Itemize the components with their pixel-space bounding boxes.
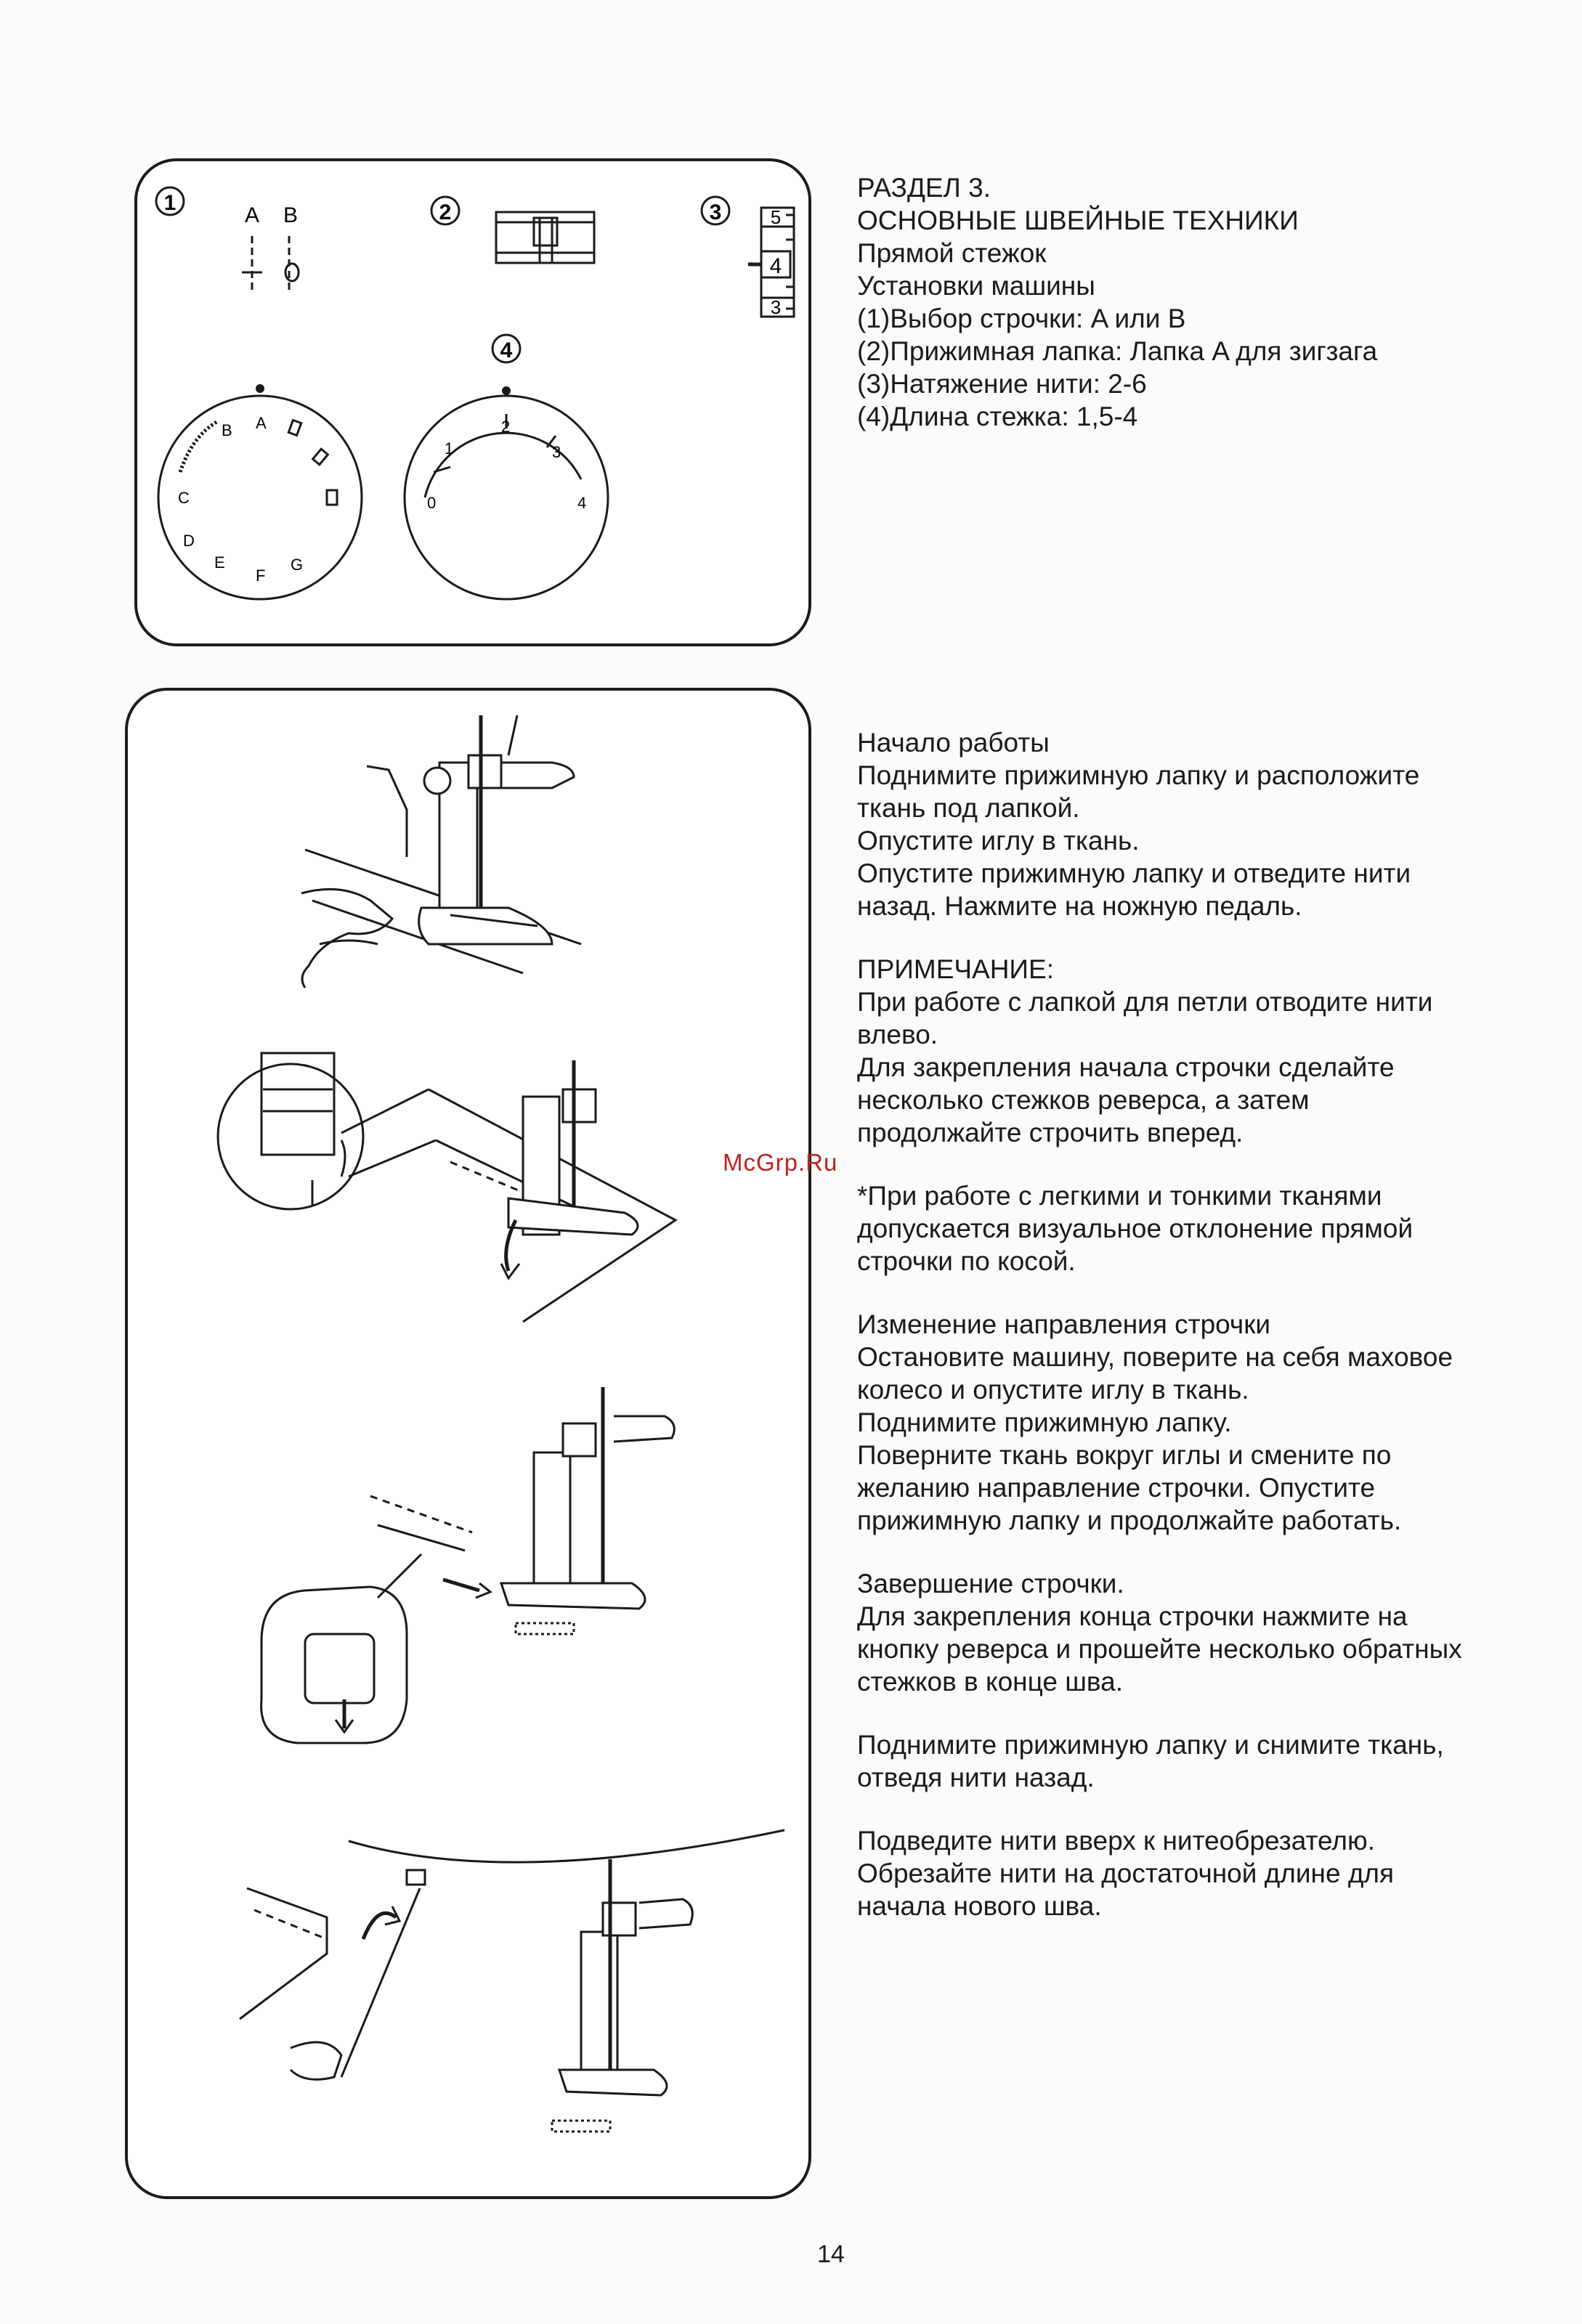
light-fabric-line: строчки по косой. (857, 1246, 1076, 1276)
note-line: продолжайте строчить вперед. (857, 1118, 1244, 1147)
stitch-a-label: A (244, 203, 260, 227)
direction-line: колесо и опустите иглу в ткань. (857, 1375, 1249, 1405)
dial1-letter-a: A (256, 414, 267, 432)
finish-line: стежков в конце шва. (857, 1667, 1124, 1697)
setting-item: (3)Натяжение нити: 2-6 (857, 369, 1147, 399)
start-line: Опустите прижимную лапку и отведите нити (857, 858, 1411, 888)
stitch-b-label: B (283, 203, 299, 227)
page-number: 14 (817, 2240, 845, 2268)
start-line: Опустите иглу в ткань. (857, 826, 1140, 856)
setting-item: (4)Длина стежка: 1,5-4 (857, 402, 1138, 431)
setting-item: (2)Прижимная лапка: Лапка A для зигзага (857, 336, 1378, 366)
start-line: назад. Нажмите на ножную педаль. (857, 891, 1302, 921)
settings-heading: Установки машины (857, 271, 1095, 301)
start-line: Поднимите прижимную лапку и расположите (857, 760, 1420, 790)
instructions-text (857, 726, 1525, 1922)
note-line: Для закрепления начала строчки сделайте (857, 1052, 1395, 1082)
figure-label-3: 3 (709, 200, 722, 224)
remove-line: отведя нити назад. (857, 1763, 1095, 1792)
dial2-number-0: 0 (427, 494, 437, 512)
direction-line: желанию направление строчки. Опустите (857, 1473, 1376, 1503)
dial2-number-4: 4 (577, 494, 587, 512)
finish-heading: Завершение строчки. (857, 1569, 1124, 1598)
start-line: ткань под лапкой. (857, 793, 1080, 823)
direction-line: Остановите машину, поверите на себя маховое (857, 1342, 1453, 1372)
dial1-letter-g: G (291, 556, 304, 574)
cut-line: Обрезайте нити на достаточной длине для (857, 1858, 1395, 1888)
dial1-letter-f: F (256, 566, 266, 585)
tension-5: 5 (770, 206, 782, 228)
dial1-letter-e: E (214, 553, 225, 572)
figure-label-1: 1 (163, 191, 177, 215)
dial2-number-2: 2 (501, 418, 511, 436)
watermark: McGrp.Ru (723, 1149, 838, 1176)
section-subtitle: Прямой стежок (857, 238, 1047, 268)
note-line: несколько стежков реверса, а затем (857, 1085, 1310, 1115)
section-label: РАЗДЕЛ 3. (857, 173, 991, 203)
direction-line: прижимную лапку и продолжайте работать. (857, 1506, 1402, 1535)
illustration-start-sewing (301, 715, 581, 988)
figure-label-2: 2 (439, 200, 452, 224)
dial2-number-3: 3 (552, 443, 561, 461)
setting-item: (1)Выбор строчки: A или B (857, 304, 1186, 333)
direction-line: Поднимите прижимную лапку. (857, 1407, 1232, 1437)
finish-line: кнопку реверса и прошейте несколько обратных (857, 1634, 1462, 1664)
note-line: При работе с лапкой для петли отводите нити (857, 987, 1433, 1017)
finish-line: Для закрепления конца строчки нажмите на (857, 1601, 1408, 1631)
start-heading: Начало работы (857, 728, 1050, 757)
note-heading: ПРИМЕЧАНИЕ: (857, 954, 1054, 984)
illustration-thread-cutter (240, 1830, 784, 2132)
cut-line: начала нового шва. (857, 1891, 1102, 1921)
illustration-reverse-start (218, 1053, 676, 1322)
dial2-number-1: 1 (445, 439, 454, 458)
cut-line: Подведите нити вверх к нитеобрезателю. (857, 1826, 1376, 1856)
section-title: ОСНОВНЫЕ ШВЕЙНЫЕ ТЕХНИКИ (857, 206, 1299, 235)
dial1-letter-b: B (222, 421, 232, 439)
light-fabric-line: допускается визуальное отклонение прямой (857, 1214, 1413, 1243)
tension-3: 3 (770, 296, 782, 318)
direction-heading: Изменение направления строчки (857, 1309, 1271, 1339)
illustration-reverse-button (261, 1387, 675, 1743)
dial1-letter-c: C (178, 489, 190, 507)
tension-4: 4 (769, 254, 782, 278)
figure-label-4: 4 (500, 338, 513, 362)
dial1-letter-d: D (183, 532, 195, 550)
remove-line: Поднимите прижимную лапку и снимите ткань, (857, 1730, 1444, 1760)
note-line: влево. (857, 1020, 938, 1049)
light-fabric-line: *При работе с легкими и тонкими тканями (857, 1181, 1382, 1211)
direction-line: Поверните ткань вокруг иглы и смените по (857, 1440, 1392, 1470)
